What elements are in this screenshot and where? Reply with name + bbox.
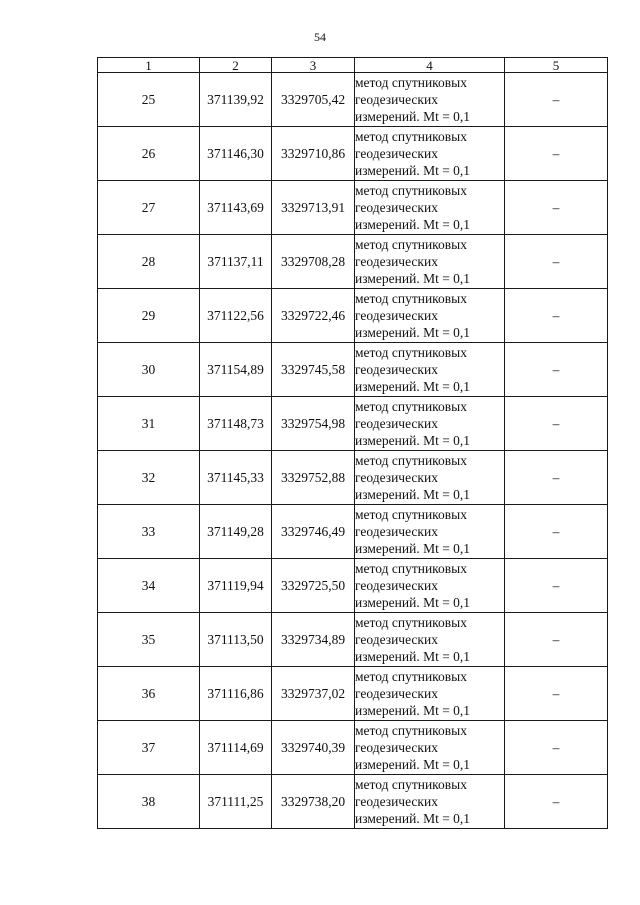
y-coordinate-cell: 3329746,49 [272, 505, 355, 559]
method-line: геодезических [355, 578, 438, 593]
method-line: метод спутниковых [355, 399, 467, 414]
method-line: метод спутниковых [355, 345, 467, 360]
x-coordinate-cell: 371114,69 [200, 721, 272, 775]
method-line: геодезических [355, 524, 438, 539]
method-line: измерений. Mt = 0,1 [355, 109, 471, 124]
note-cell: – [505, 613, 608, 667]
table-row [98, 73, 608, 127]
method-line: геодезических [355, 200, 438, 215]
y-coordinate-cell: 3329708,28 [272, 235, 355, 289]
method-line: измерений. Mt = 0,1 [355, 703, 471, 718]
method-cell [355, 559, 505, 613]
method-line: метод спутниковых [355, 237, 467, 252]
method-line: геодезических [355, 362, 438, 377]
method-cell [355, 289, 505, 343]
y-coordinate-cell: 3329740,39 [272, 721, 355, 775]
method-line: метод спутниковых [355, 129, 467, 144]
method-line: измерений. Mt = 0,1 [355, 487, 471, 502]
note-cell: – [505, 667, 608, 721]
table-row [98, 397, 608, 451]
note-cell: – [505, 775, 608, 829]
method-line: геодезических [355, 416, 438, 431]
method-line: геодезических [355, 686, 438, 701]
table-row [98, 289, 608, 343]
table-row [98, 235, 608, 289]
x-coordinate-cell: 371116,86 [200, 667, 272, 721]
point-number-cell: 34 [98, 559, 200, 613]
method-line: геодезических [355, 740, 438, 755]
y-coordinate-cell: 3329710,86 [272, 127, 355, 181]
method-line: измерений. Mt = 0,1 [355, 163, 471, 178]
page-number: 54 [314, 30, 326, 44]
y-coordinate-cell: 3329734,89 [272, 613, 355, 667]
x-coordinate-cell: 371143,69 [200, 181, 272, 235]
method-line: геодезических [355, 146, 438, 161]
method-cell [355, 721, 505, 775]
note-cell: – [505, 343, 608, 397]
table-row [98, 181, 608, 235]
method-line: метод спутниковых [355, 291, 467, 306]
y-coordinate-cell: 3329738,20 [272, 775, 355, 829]
y-coordinate-cell: 3329725,50 [272, 559, 355, 613]
point-number-cell: 32 [98, 451, 200, 505]
x-coordinate-cell: 371119,94 [200, 559, 272, 613]
x-coordinate-cell: 371148,73 [200, 397, 272, 451]
table-row [98, 343, 608, 397]
method-line: метод спутниковых [355, 615, 467, 630]
y-coordinate-cell: 3329754,98 [272, 397, 355, 451]
table-body [98, 73, 608, 829]
table-row [98, 559, 608, 613]
y-coordinate-cell: 3329752,88 [272, 451, 355, 505]
method-cell [355, 181, 505, 235]
method-line: метод спутниковых [355, 453, 467, 468]
method-cell [355, 451, 505, 505]
method-line: измерений. Mt = 0,1 [355, 271, 471, 286]
method-line: геодезических [355, 254, 438, 269]
y-coordinate-cell: 3329705,42 [272, 73, 355, 127]
point-number-cell: 33 [98, 505, 200, 559]
point-number-cell: 38 [98, 775, 200, 829]
method-cell [355, 667, 505, 721]
point-number-cell: 37 [98, 721, 200, 775]
method-line: измерений. Mt = 0,1 [355, 433, 471, 448]
method-cell [355, 343, 505, 397]
point-number-cell: 27 [98, 181, 200, 235]
method-line: метод спутниковых [355, 75, 467, 90]
note-cell: – [505, 73, 608, 127]
x-coordinate-cell: 371145,33 [200, 451, 272, 505]
method-cell [355, 505, 505, 559]
point-number-cell: 31 [98, 397, 200, 451]
table-row [98, 127, 608, 181]
point-number-cell: 28 [98, 235, 200, 289]
y-coordinate-cell: 3329722,46 [272, 289, 355, 343]
point-number-cell: 36 [98, 667, 200, 721]
header-cell-2: 2 [200, 58, 272, 73]
method-line: измерений. Mt = 0,1 [355, 757, 471, 772]
table-row [98, 505, 608, 559]
header-cell-3: 3 [272, 58, 355, 73]
point-number-cell: 30 [98, 343, 200, 397]
method-line: геодезических [355, 308, 438, 323]
x-coordinate-cell: 371137,11 [200, 235, 272, 289]
coordinates-table [97, 57, 608, 829]
header-cell-5: 5 [505, 58, 608, 73]
x-coordinate-cell: 371139,92 [200, 73, 272, 127]
note-cell: – [505, 235, 608, 289]
note-cell: – [505, 451, 608, 505]
note-cell: – [505, 127, 608, 181]
method-line: метод спутниковых [355, 561, 467, 576]
method-cell [355, 775, 505, 829]
x-coordinate-cell: 371122,56 [200, 289, 272, 343]
method-line: метод спутниковых [355, 777, 467, 792]
method-line: метод спутниковых [355, 183, 467, 198]
method-line: геодезических [355, 92, 438, 107]
x-coordinate-cell: 371154,89 [200, 343, 272, 397]
x-coordinate-cell: 371113,50 [200, 613, 272, 667]
method-cell [355, 613, 505, 667]
y-coordinate-cell: 3329737,02 [272, 667, 355, 721]
y-coordinate-cell: 3329713,91 [272, 181, 355, 235]
method-line: измерений. Mt = 0,1 [355, 595, 471, 610]
method-line: измерений. Mt = 0,1 [355, 325, 471, 340]
method-line: метод спутниковых [355, 669, 467, 684]
method-line: геодезических [355, 632, 438, 647]
method-line: измерений. Mt = 0,1 [355, 379, 471, 394]
point-number-cell: 35 [98, 613, 200, 667]
table-row [98, 613, 608, 667]
table-row [98, 451, 608, 505]
y-coordinate-cell: 3329745,58 [272, 343, 355, 397]
method-line: измерений. Mt = 0,1 [355, 217, 471, 232]
note-cell: – [505, 559, 608, 613]
x-coordinate-cell: 371149,28 [200, 505, 272, 559]
method-cell [355, 397, 505, 451]
table-row [98, 667, 608, 721]
method-line: измерений. Mt = 0,1 [355, 811, 471, 826]
method-cell [355, 235, 505, 289]
point-number-cell: 29 [98, 289, 200, 343]
note-cell: – [505, 289, 608, 343]
table-row [98, 721, 608, 775]
method-cell [355, 73, 505, 127]
note-cell: – [505, 721, 608, 775]
method-line: геодезических [355, 470, 438, 485]
point-number-cell: 26 [98, 127, 200, 181]
header-cell-1: 1 [98, 58, 200, 73]
table-header-row [98, 58, 608, 73]
table-row [98, 775, 608, 829]
method-line: измерений. Mt = 0,1 [355, 649, 471, 664]
x-coordinate-cell: 371111,25 [200, 775, 272, 829]
note-cell: – [505, 181, 608, 235]
x-coordinate-cell: 371146,30 [200, 127, 272, 181]
method-line: метод спутниковых [355, 723, 467, 738]
method-line: измерений. Mt = 0,1 [355, 541, 471, 556]
note-cell: – [505, 505, 608, 559]
method-line: геодезических [355, 794, 438, 809]
method-line: метод спутниковых [355, 507, 467, 522]
header-cell-4: 4 [355, 58, 505, 73]
point-number-cell: 25 [98, 73, 200, 127]
method-cell [355, 127, 505, 181]
note-cell: – [505, 397, 608, 451]
